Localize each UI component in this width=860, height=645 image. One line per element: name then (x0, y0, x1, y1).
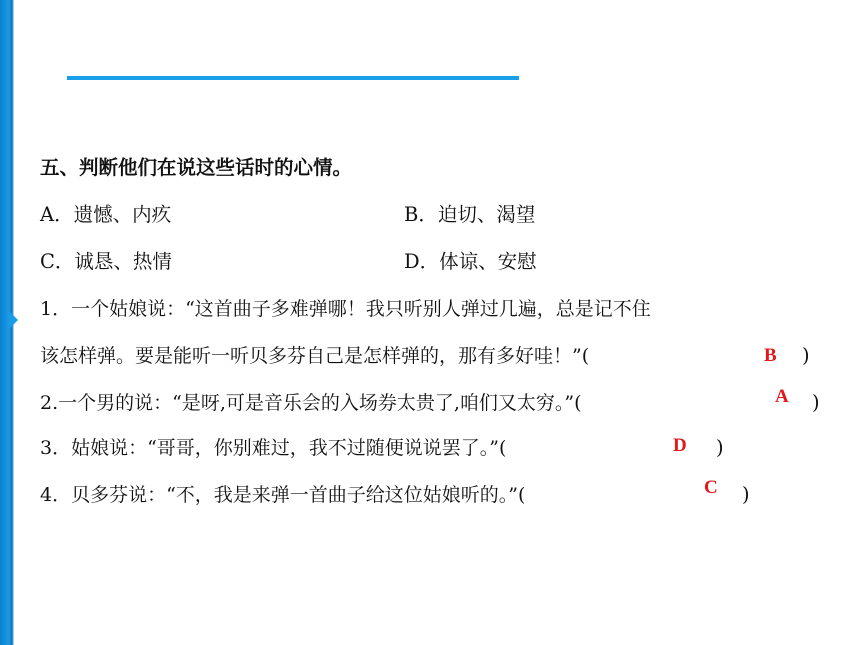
question-3-answer: D (673, 435, 687, 456)
question-4-answer: C (704, 477, 718, 498)
option-a: A．遗憾、内疚 (40, 203, 172, 226)
question-2-answer: A (775, 386, 789, 407)
question-1-close-paren: ) (802, 344, 810, 367)
option-c: C．诚恳、热情 (40, 250, 172, 273)
question-3-text: 3．姑娘说：“哥哥，你别难过，我不过随便说说罢了。”( (40, 437, 507, 459)
title-underline (67, 76, 519, 80)
question-4-close-paren: ) (742, 483, 750, 506)
question-4-text: 4．贝多芬说：“不，我是来弹一首曲子给这位姑娘听的。”( (40, 484, 526, 506)
question-1-line-2: 该怎样弹。要是能听一听贝多芬自己是怎样弹的，那有多好哇！”( (40, 345, 590, 367)
option-d: D．体谅、安慰 (404, 250, 537, 273)
left-notch-arrow-icon (9, 311, 18, 329)
section-heading: 五、判断他们在说这些话时的心情。 (40, 156, 353, 179)
option-b: B．迫切、渴望 (404, 203, 536, 226)
question-3-close-paren: ) (716, 436, 724, 459)
question-2-text: 2.一个男的说：“是呀,可是音乐会的入场券太贵了,咱们又太穷。”( (40, 392, 582, 414)
question-1-answer: B (764, 345, 777, 366)
question-1-line-1: 1．一个姑娘说：“这首曲子多难弹哪！我只听别人弹过几遍，总是记不住 (40, 298, 651, 320)
question-2-close-paren: ) (812, 391, 820, 414)
